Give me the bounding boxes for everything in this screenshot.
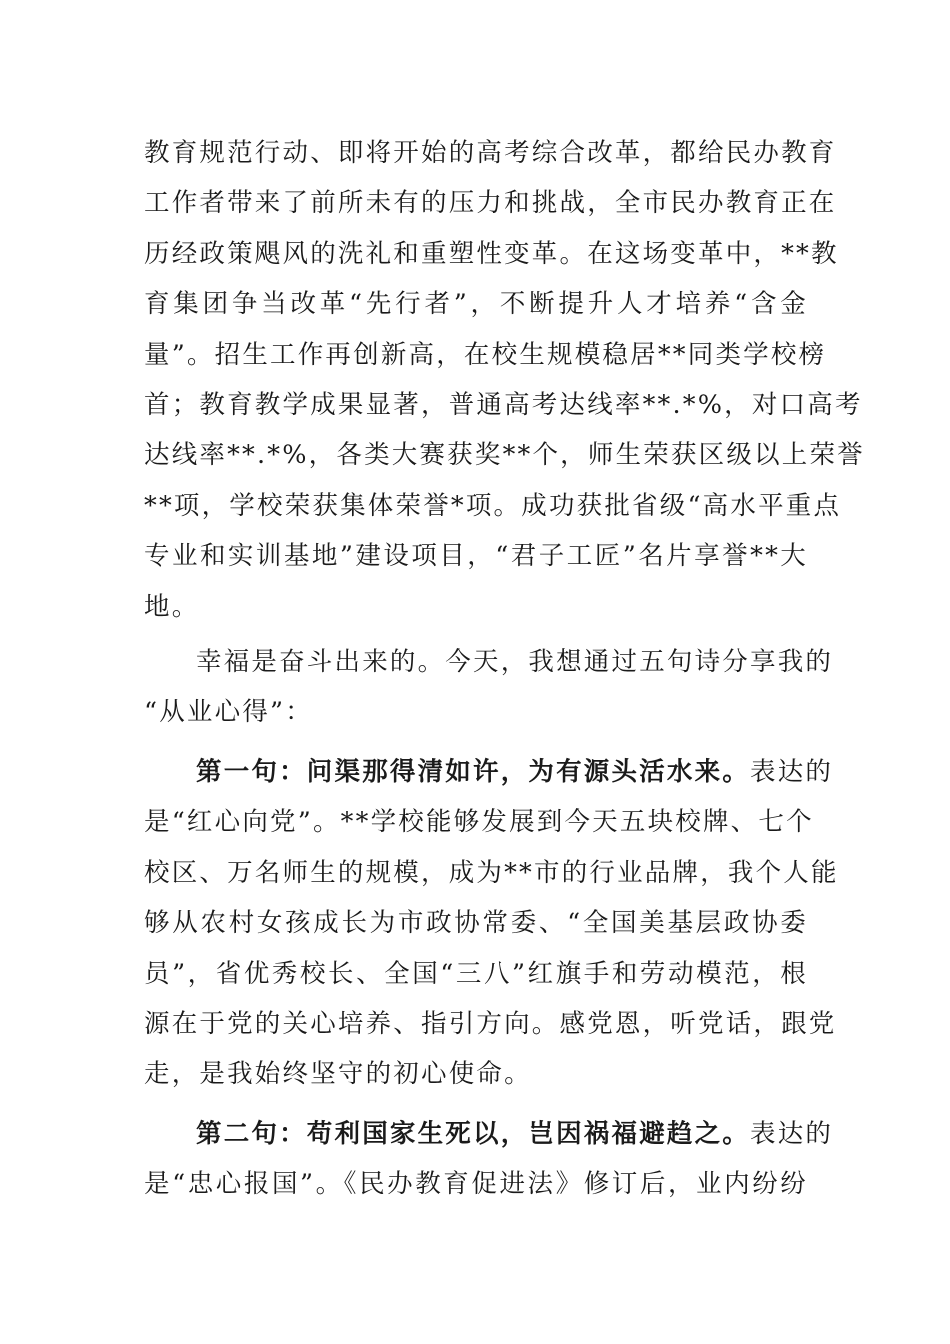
- text-line: 是“忠心报国”。《民办教育促进法》修订后，业内纷纷: [144, 1169, 808, 1200]
- verse-heading-rest: 表达的: [750, 1119, 834, 1149]
- text-line: 教育规范行动、即将开始的高考综合改革，都给民办教育: [144, 138, 837, 168]
- text-line: [144, 1109, 834, 1159]
- text-line: 够从农村女孩成长为市政协常委、“全国美基层政协委: [144, 908, 808, 939]
- text-line: 工作者带来了前所未有的压力和挑战，全市民办教育正在: [144, 188, 837, 219]
- text-line: 量”。招生工作再创新高，在校生规模稳居**同类学校榜: [144, 339, 827, 370]
- paragraph-4: [144, 1109, 834, 1210]
- text-line: 源在于党的关心培养、指引方向。感党恩，听党话，跟党: [144, 1009, 837, 1040]
- text-line: **项，学校荣获集体荣誉*项。成功获批省级“高水平重点: [144, 490, 842, 521]
- text-line: “从业心得”：: [144, 697, 313, 728]
- text-line: 育集团争当改革“先行者”，不断提升人才培养“含金: [144, 289, 808, 320]
- text-line: 首；教育教学成果显著，普通高考达线率**.*%，对口高考: [144, 390, 863, 421]
- text-line: 地。: [144, 591, 200, 622]
- verse-heading-rest: 表达的: [750, 757, 834, 787]
- text-line: [144, 747, 834, 797]
- text-line: 是“红心向党”。**学校能够发展到今天五块校牌、七个: [144, 807, 814, 838]
- paragraph-1: [144, 128, 865, 632]
- text-line: 历经政策飓风的洗礼和重塑性变革。在这场变革中，**教: [144, 238, 839, 269]
- text-line: 员”，省优秀校长、全国“三八”红旗手和劳动模范，根: [144, 958, 808, 989]
- text-line: 幸福是奋斗出来的。今天，我想通过五句诗分享我的: [196, 647, 834, 677]
- text-line: 达线率**.*%，各类大赛获奖**个，师生荣获区级以上荣誉: [144, 440, 865, 471]
- paragraph-2: [144, 637, 834, 738]
- text-line: 校区、万名师生的规模，成为**市的行业品牌，我个人能: [144, 857, 839, 888]
- text-line: 专业和实训基地”建设项目，“君子工匠”名片享誉**大: [144, 541, 808, 572]
- verse-heading: 第二句：苟利国家生死以，岂因祸福避趋之。: [196, 1119, 751, 1149]
- text-line: 走，是我始终坚守的初心使命。: [144, 1059, 532, 1090]
- paragraph-3: [144, 747, 839, 1100]
- verse-heading: 第一句：问渠那得清如许，为有源头活水来。: [196, 757, 751, 787]
